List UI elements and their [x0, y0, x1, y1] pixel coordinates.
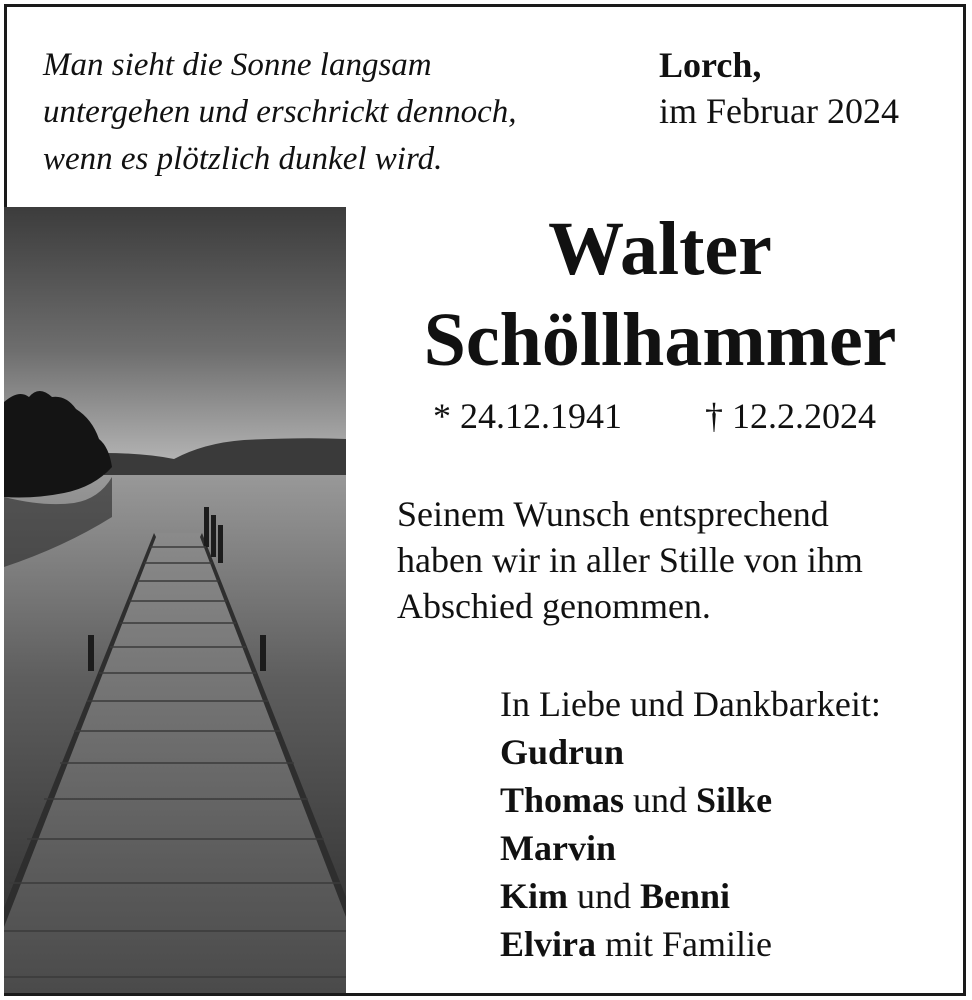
- mourner-name: Benni: [640, 876, 731, 916]
- mourner-name: Marvin: [500, 828, 616, 868]
- poem-quote: [43, 42, 603, 183]
- deceased-last-name: Schöllhammer: [423, 298, 897, 382]
- mourner-name: Silke: [696, 780, 773, 820]
- place-date: [659, 42, 899, 134]
- deceased-first-name: Walter: [548, 207, 772, 291]
- birth-date: * 24.12.1941: [433, 396, 622, 436]
- quote-line: untergehen und erschrickt dennoch,: [43, 94, 517, 130]
- mourner-suffix: mit Familie: [605, 924, 772, 964]
- mourner-row: [500, 872, 881, 920]
- message-line: Abschied genommen.: [397, 586, 711, 626]
- mourner-row: [500, 728, 881, 776]
- mourner-joiner: und: [633, 780, 688, 820]
- mourner-row: [500, 824, 881, 872]
- quote-line: wenn es plötzlich dunkel wird.: [43, 141, 443, 177]
- notice-date: im Februar 2024: [659, 91, 899, 131]
- quote-line: Man sieht die Sonne langsam: [43, 47, 432, 83]
- farewell-message: [397, 491, 863, 629]
- place-city: Lorch,: [659, 45, 762, 85]
- mourners-list: [500, 680, 881, 968]
- mourner-row: [500, 920, 881, 968]
- message-line: haben wir in aller Stille von ihm: [397, 540, 863, 580]
- mourner-name: Gudrun: [500, 732, 625, 772]
- mourner-name: Thomas: [500, 780, 625, 820]
- mourner-row: [500, 776, 881, 824]
- mourners-intro: In Liebe und Dankbarkeit:: [500, 684, 881, 724]
- death-date: † 12.2.2024: [705, 396, 876, 436]
- mourner-name: Kim: [500, 876, 568, 916]
- mourner-joiner: und: [577, 876, 631, 916]
- mourner-name: Elvira: [500, 924, 596, 964]
- message-line: Seinem Wunsch entsprechend: [397, 494, 829, 534]
- lake-jetty-photo: [4, 207, 346, 993]
